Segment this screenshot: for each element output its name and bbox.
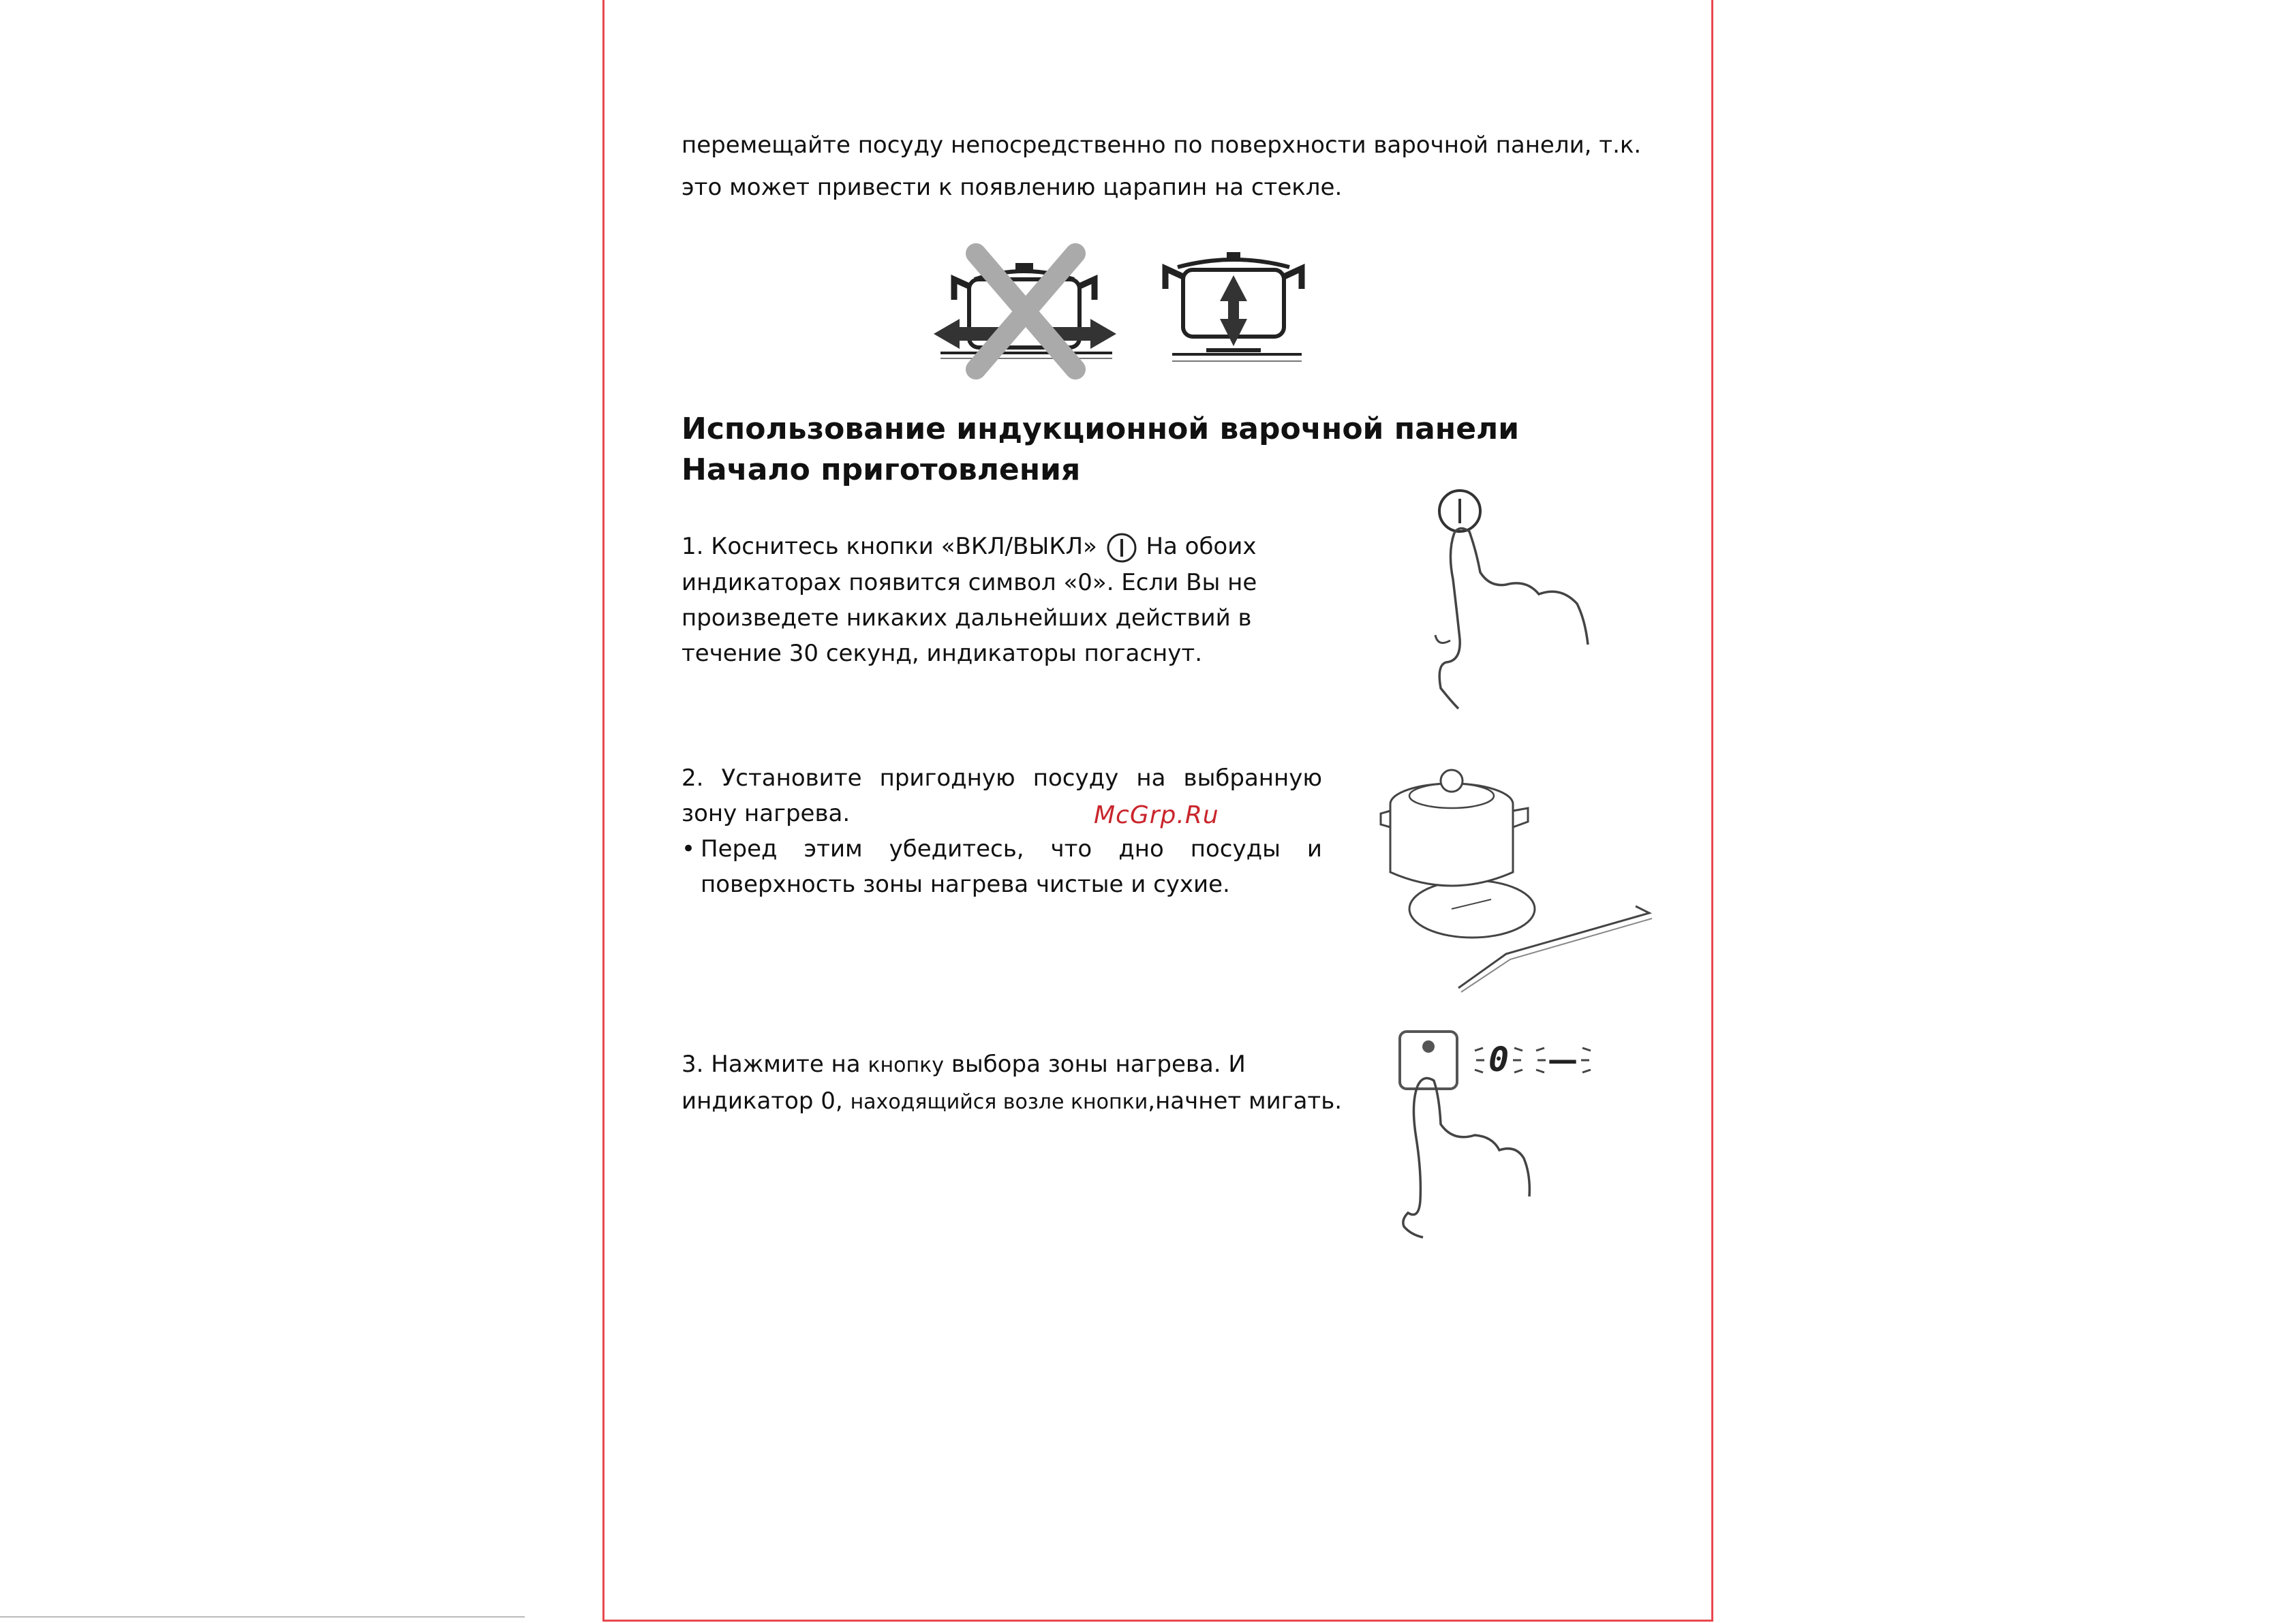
power-icon [1105, 531, 1139, 565]
step-2-bullet [682, 831, 1322, 902]
bottom-rule [0, 1616, 525, 1618]
step-1 [682, 529, 1322, 671]
step-2-line-2: зону нагрева. [682, 800, 851, 827]
display-dash: — [1548, 1042, 1578, 1077]
step-3-text-f: ,начнет мигать. [1148, 1087, 1343, 1115]
step-3-line-2 [682, 1083, 1377, 1120]
step-2-bullet-line-1: Перед этим убедитесь, что дно посуды и [701, 835, 1322, 863]
step-3-text-e: находящийся возле кнопки [850, 1090, 1148, 1114]
step-3-line-1 [682, 1047, 1377, 1083]
intro-line-1: перемещайте посуду непосредственно по поверхности варочной панели, т.к. [682, 132, 1642, 159]
step-3-text-a: 3. Нажмите на [682, 1051, 861, 1078]
step-1-text-a: 1. Коснитесь кнопки «ВКЛ/ВЫКЛ» [682, 533, 1097, 560]
step-1-text-b: На обоих [1146, 533, 1257, 560]
step-1-line-2: индикаторах появится символ «0». Если Вы не [682, 568, 1257, 596]
bullet-icon: • [682, 835, 696, 863]
step-1-line-3: произведете никаких дальнейших действий в [682, 604, 1252, 632]
step-2-line-1: 2. Установите пригодную посуду на выбранную [682, 764, 1322, 792]
step-2-bullet-line-2: поверхность зоны нагрева чистые и сухие. [701, 871, 1230, 898]
control-panel-icon [1390, 1022, 1615, 1240]
finger-press-icon [1424, 484, 1602, 715]
intro-paragraph [682, 124, 1677, 208]
pot-slide-crossed-icon [934, 245, 1118, 375]
subsection-heading: Начало приготовления [682, 452, 1081, 487]
step-3-text-d: индикатор 0, [682, 1087, 843, 1115]
step-1-line-4: течение 30 секунд, индикаторы погаснут. [682, 639, 1203, 667]
pot-lift-icon [1159, 245, 1308, 375]
display-digit: 0 [1488, 1040, 1510, 1079]
step-1-line-1 [682, 529, 1322, 565]
pot-on-zone-icon [1383, 756, 1649, 1002]
section-heading: Использование индукционной варочной панели [682, 412, 1520, 446]
step-2 [682, 760, 1322, 902]
watermark: McGrp.Ru [1094, 801, 1219, 829]
step-3 [682, 1047, 1377, 1120]
step-3-text-b: кнопку [868, 1053, 945, 1077]
intro-line-2: это может привести к появлению царапин на стекле. [682, 174, 1343, 201]
step-3-text-c: выбора зоны нагрева. И [951, 1051, 1246, 1078]
